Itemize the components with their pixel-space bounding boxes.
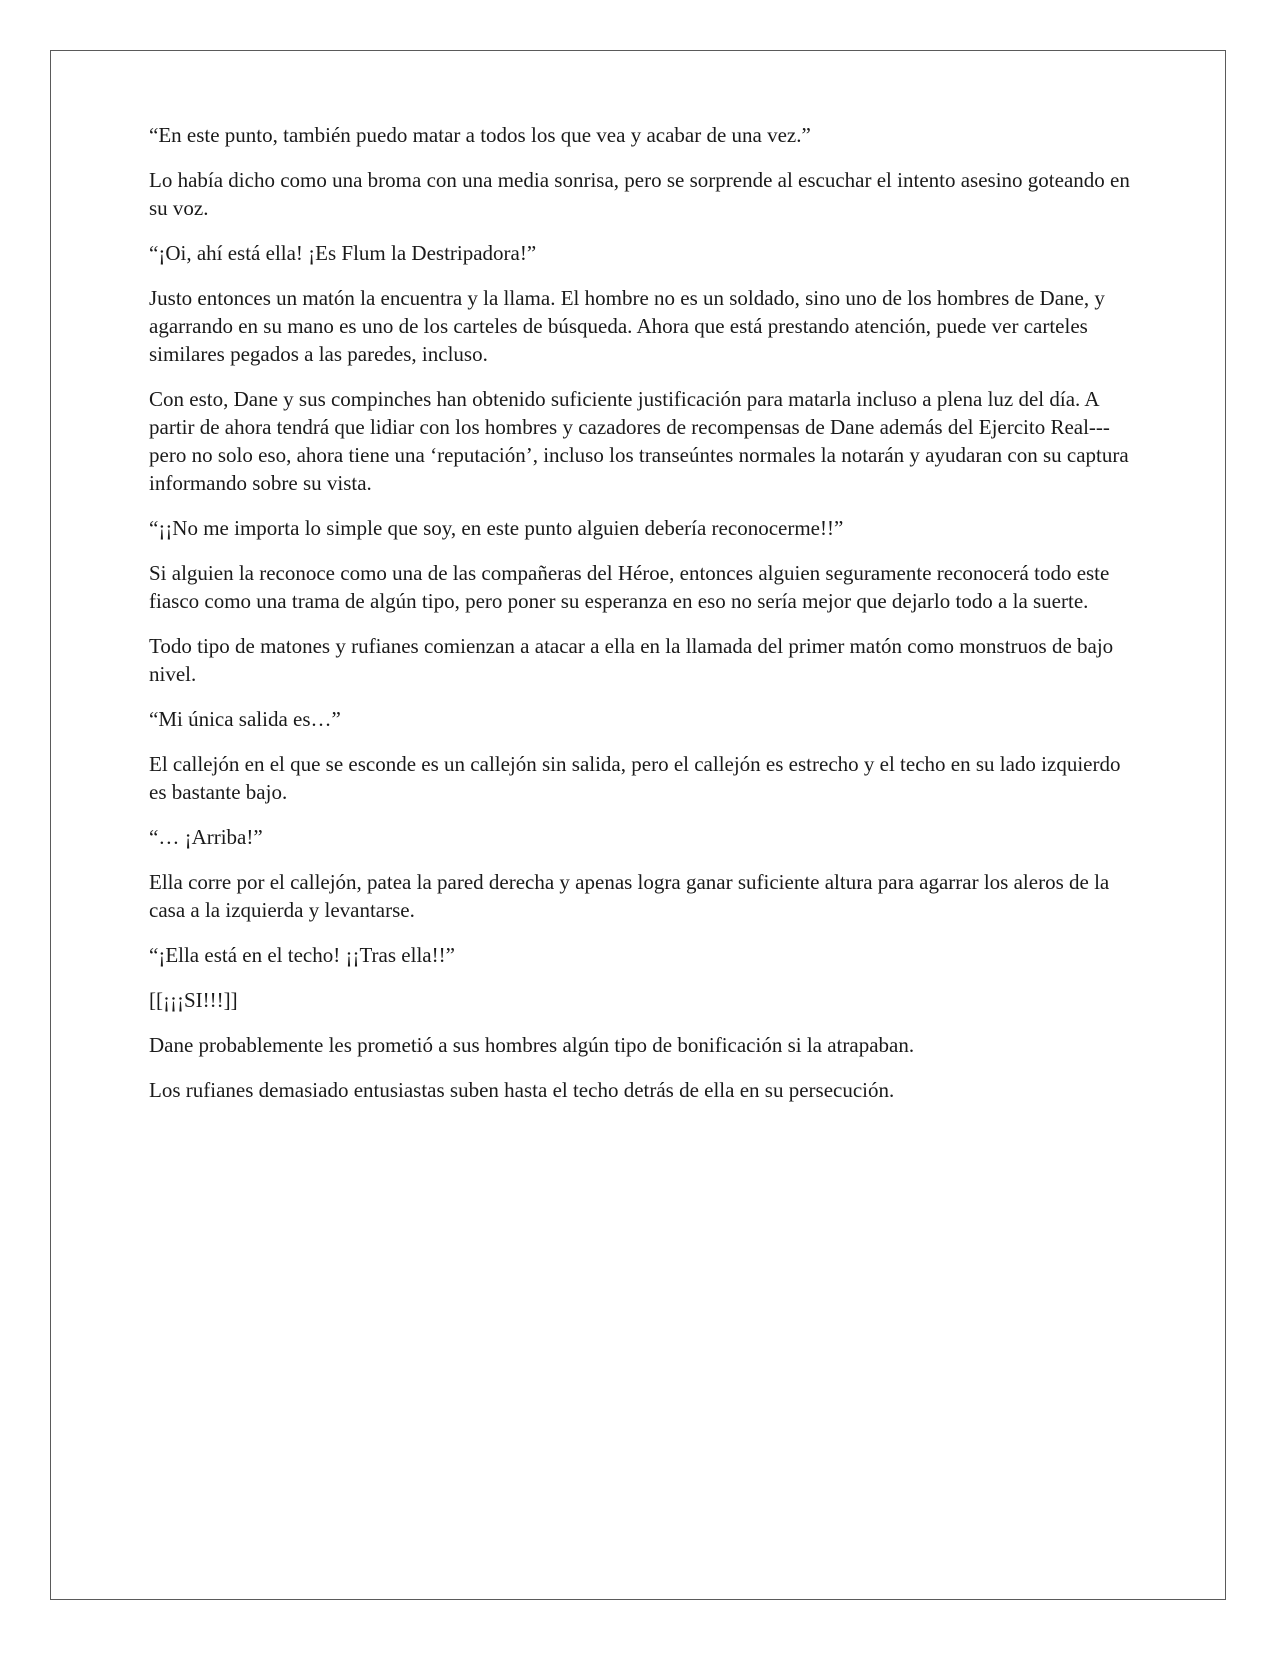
paragraph-9: “Mi única salida es…” <box>149 707 341 731</box>
paragraph-1: “En este punto, también puedo matar a todos los que vea y acabar de una vez.” <box>149 123 811 147</box>
paragraph-5: Con esto, Dane y sus compinches han obtenido suficiente justificación para matarla incluso a plena luz del día. A partir de ahora tendrá que lidiar con los hombres y cazadores de recompensas de Dane además del Ejercito Real--- pero no solo eso, ahora tiene una ‘reputación’, incluso los transeúntes normales la notarán y ayudaran con su captura informando sobre su vista. <box>149 387 1129 495</box>
paragraph-10: El callejón en el que se esconde es un callejón sin salida, pero el callejón es estrecho y el techo en su lado izquierdo es bastante bajo. <box>149 752 1121 804</box>
paragraph-15: Dane probablemente les prometió a sus hombres algún tipo de bonificación si la atrapaban. <box>149 1033 915 1057</box>
paragraph-14: [[¡¡¡SI!!!]] <box>149 988 238 1012</box>
paragraph-7: Si alguien la reconoce como una de las compañeras del Héroe, entonces alguien seguramente reconocerá todo este fiasco como una trama de algún tipo, pero poner su esperanza en eso no sería mejor que dejarlo todo a la suerte. <box>149 561 1110 613</box>
paragraph-16: Los rufianes demasiado entusiastas suben hasta el techo detrás de ella en su persecución. <box>149 1078 895 1102</box>
paragraph-8: Todo tipo de matones y rufianes comienzan a atacar a ella en la llamada del primer matón como monstruos de bajo nivel. <box>149 634 1114 686</box>
paragraph-13: “¡Ella está en el techo! ¡¡Tras ella!!” <box>149 943 455 967</box>
paragraph-2: Lo había dicho como una broma con una media sonrisa, pero se sorprende al escuchar el intento asesino goteando en su voz. <box>149 168 1130 220</box>
paragraph-3: “¡Oi, ahí está ella! ¡Es Flum la Destripadora!” <box>149 241 537 265</box>
document-body <box>149 121 1139 1121</box>
paragraph-4: Justo entonces un matón la encuentra y la llama. El hombre no es un soldado, sino uno de los hombres de Dane, y agarrando en su mano es uno de los carteles de búsqueda. Ahora que está prestando atención, puede ver carteles similares pegados a las paredes, incluso. <box>149 286 1105 366</box>
paragraph-12: Ella corre por el callejón, patea la pared derecha y apenas logra ganar suficiente altura para agarrar los aleros de la casa a la izquierda y levantarse. <box>149 870 1110 922</box>
paragraph-11: “… ¡Arriba!” <box>149 825 263 849</box>
paragraph-6: “¡¡No me importa lo simple que soy, en este punto alguien debería reconocerme!!” <box>149 516 844 540</box>
